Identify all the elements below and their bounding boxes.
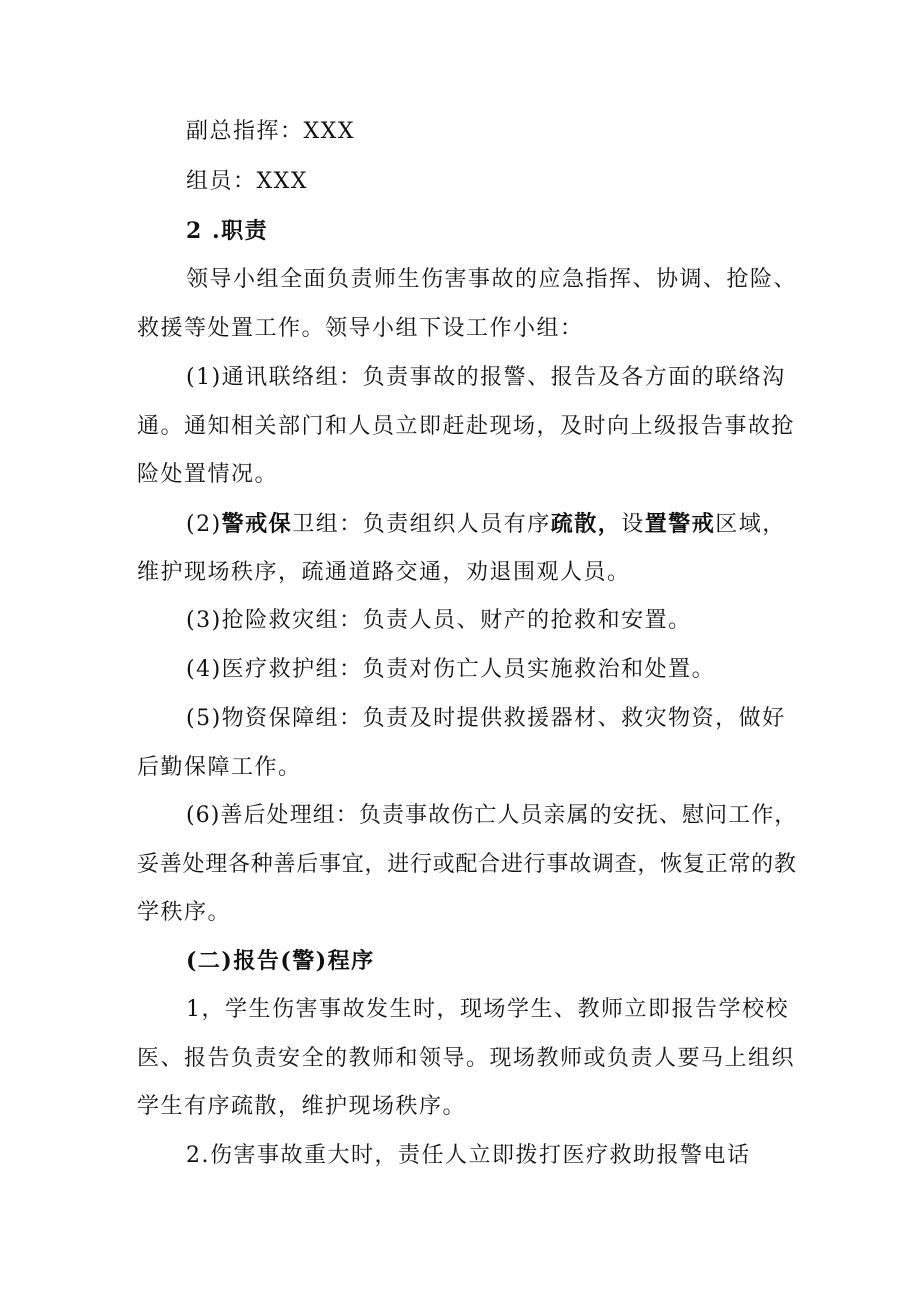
text-segment: (1)通讯联络组：负责事故的报警、报告及各方面的联络沟 [186, 365, 786, 390]
section-heading-report [186, 947, 375, 976]
text-segment: 后勤保障工作。 [137, 755, 302, 780]
text-segment: 维护现场秩序，疏通道路交通，劝退围观人员。 [137, 560, 631, 585]
list-item-rescue [186, 607, 692, 635]
list-item-communication [186, 364, 786, 392]
text-segment: (2) [186, 512, 222, 537]
paragraph-line [137, 851, 797, 879]
text-segment: (二)报告(警)程序 [186, 948, 375, 974]
text-segment: 医、报告负责安全的教师和领导。现场教师或负责人要马上组织 [137, 1046, 796, 1071]
paragraph-line [137, 413, 795, 441]
paragraph-line [186, 266, 797, 294]
text-segment: 2.伤害事故重大时，责任人立即拨打医疗救助报警电话 [186, 1143, 751, 1168]
text-segment: 置警戒 [644, 511, 716, 537]
text-segment: 2 .职责 [186, 218, 269, 244]
text-segment: 设 [621, 512, 645, 537]
list-item-medical [186, 656, 715, 684]
paragraph-line [186, 996, 789, 1024]
text-segment: 卫组：负责组织人员有序 [292, 512, 551, 537]
paragraph-line [137, 1045, 795, 1073]
text-segment: (6)善后处理组：负责事故伤亡人员亲属的安抚、慰问工作， [186, 803, 798, 828]
text-segment: 疏散， [550, 511, 622, 537]
text-segment: 警戒保 [221, 511, 293, 537]
text-segment: 学秩序。 [137, 900, 232, 925]
members-line [186, 168, 308, 196]
text-segment: 1，学生伤害事故发生时，现场学生、教师立即报告学校校 [186, 997, 789, 1022]
text-segment: 妥善处理各种善后事宜，进行或配合进行事故调查，恢复正常的教 [137, 852, 797, 877]
list-item-security [186, 510, 786, 539]
paragraph-line [137, 754, 302, 782]
paragraph-line [137, 559, 631, 587]
text-segment: 救援等处置工作。领导小组下设工作小组： [137, 316, 584, 341]
text-segment: 学生有序疏散，维护现场秩序。 [137, 1094, 467, 1119]
paragraph-line [186, 1142, 751, 1170]
text-segment: (5)物资保障组：负责及时提供救援器材、救灾物资，做好 [186, 706, 786, 731]
paragraph-line [137, 315, 584, 343]
section-heading-duties [186, 217, 268, 246]
deputy-commander-line [186, 118, 355, 146]
paragraph-line [137, 1093, 466, 1121]
paragraph-line [137, 461, 278, 489]
paragraph-line [137, 899, 231, 927]
text-segment: (4)医疗救护组：负责对伤亡人员实施救治和处置。 [186, 657, 716, 682]
text-segment: 通。通知相关部门和人员立即赶赴现场，及时向上级报告事故抢 [137, 414, 796, 439]
text-segment: 副总指挥：XXX [186, 119, 355, 144]
text-segment: 组员：XXX [186, 169, 308, 194]
text-segment: 领导小组全面负责师生伤害事故的应急指挥、协调、抢险、 [186, 267, 798, 292]
list-item-aftermath [186, 802, 797, 830]
text-segment: 险处置情况。 [137, 462, 279, 487]
text-segment: (3)抢险救灾组：负责人员、财产的抢救和安置。 [186, 608, 692, 633]
text-segment: 区域， [715, 512, 786, 537]
list-item-supplies [186, 705, 786, 733]
